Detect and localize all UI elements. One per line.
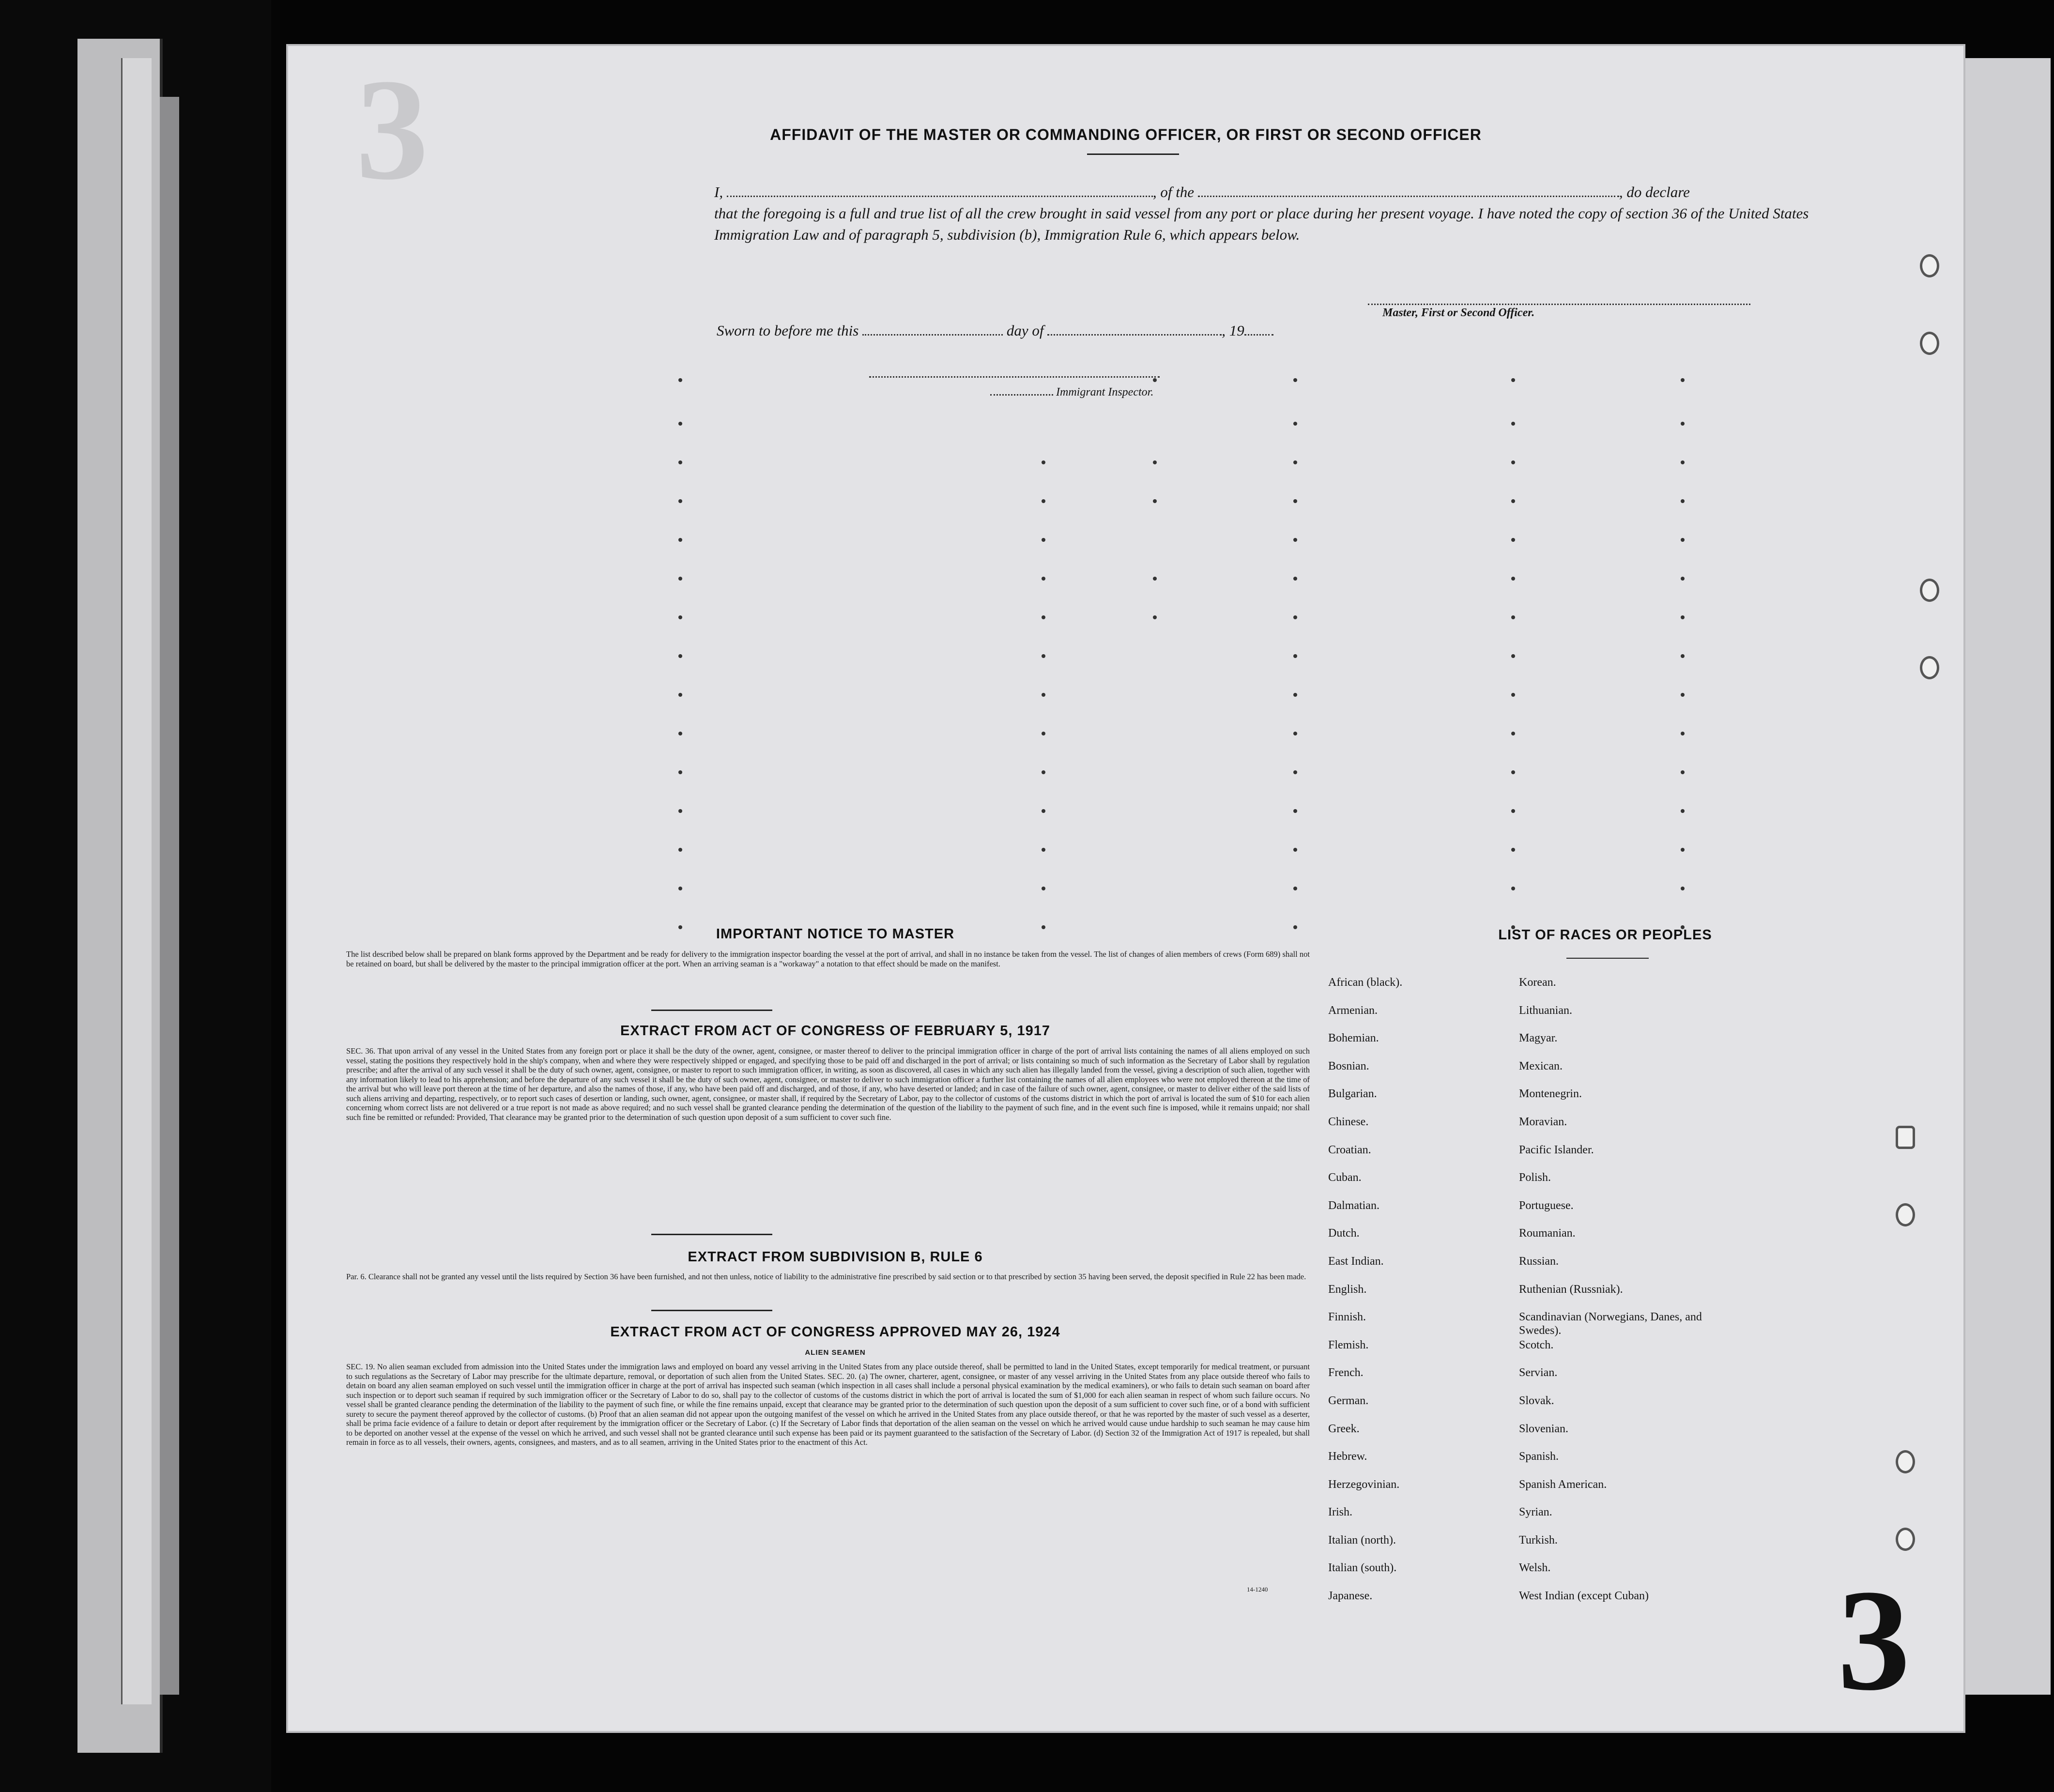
race-item: Italian (north).	[1328, 1533, 1396, 1547]
declarant-prefix: I,	[714, 184, 723, 200]
sworn-prefix: Sworn to before me this	[717, 322, 859, 339]
race-item: Montenegrin.	[1519, 1087, 1582, 1101]
document-page	[288, 46, 1963, 1731]
race-item: West Indian (except Cuban)	[1519, 1590, 1649, 1603]
race-item: Servian.	[1519, 1366, 1558, 1379]
race-item: Spanish.	[1519, 1450, 1559, 1463]
race-item: Syrian.	[1519, 1506, 1552, 1519]
form-code: 14-1240	[1247, 1586, 1268, 1593]
declaration-body: that the foregoing is a full and true list of all the crew brought in said vessel from any port or place during her present voyage. I have noted the copy of section 36 of the United States Immigration Law and of paragraph 5, subdivision (b), Immigration Rule 6, which appears below.	[714, 205, 1809, 243]
extract-1917-title: EXTRACT FROM ACT OF CONGRESS OF FEBRUARY 5, 1917	[620, 1023, 1051, 1039]
notice-text: The list described below shall be prepared on blank forms approved by the Department and be ready for delivery to the immigration inspector boarding the vessel at the port of arrival, and shall in no instance be taken from the vessel. The list of changes of alien members of crews (Form 689) shall not be retained on board, but shall be delivered by the master to the principal immigration officer at the port. When an arriving seaman is a "workaway" a notation to that effect should be made on the manifest.	[346, 950, 1310, 968]
race-item: Croatian.	[1328, 1143, 1371, 1156]
race-item: Russian.	[1519, 1255, 1559, 1268]
race-item: Lithuanian.	[1519, 1004, 1572, 1017]
race-item: Ruthenian (Russniak).	[1519, 1283, 1623, 1296]
divider	[651, 1310, 772, 1311]
race-item: Greek.	[1328, 1422, 1360, 1435]
extract-1924-subtitle: ALIEN SEAMEN	[805, 1348, 866, 1357]
race-item: Bulgarian.	[1328, 1087, 1377, 1101]
race-item: Scandinavian (Norwegians, Danes, and Swedes).	[1519, 1311, 1702, 1337]
affidavit-title: AFFIDAVIT OF THE MASTER OR COMMANDING OFFICER, OR FIRST OR SECOND OFFICER	[770, 126, 1482, 143]
race-item: Irish.	[1328, 1506, 1352, 1519]
race-item: Turkish.	[1519, 1533, 1558, 1547]
race-item: Dalmatian.	[1328, 1199, 1380, 1212]
divider	[651, 1234, 772, 1235]
stacked-page-edge	[121, 58, 152, 1704]
year-prefix: , 19	[1222, 322, 1244, 339]
of-the-text: , of the	[1152, 184, 1195, 200]
race-item: English.	[1328, 1283, 1367, 1296]
race-item: Bohemian.	[1328, 1032, 1379, 1045]
binder-background	[0, 0, 271, 1792]
race-item: Welsh.	[1519, 1562, 1551, 1575]
races-left-column	[1328, 976, 1532, 1617]
stacked-page-edge	[160, 97, 179, 1695]
race-item: Flemish.	[1328, 1338, 1369, 1351]
race-item: Armenian.	[1328, 1004, 1378, 1017]
race-item: Korean.	[1519, 976, 1556, 989]
race-item: East Indian.	[1328, 1255, 1384, 1268]
extract-rule6-title: EXTRACT FROM SUBDIVISION B, RULE 6	[688, 1249, 983, 1265]
race-item: Chinese.	[1328, 1115, 1369, 1128]
extract-1924-text: SEC. 19. No alien seaman excluded from admission into the United States under the immigration laws and employed on board any vessel arriving in the United States from any place outside thereof, shall be permitted to land in the United States, except temporarily for medical treatment, or pursuant to such regulations as the Secretary of Labor may prescribe for the ultimate departure, removal, or deportation of such alien from the United States. SEC. 20. (a) The owner, charterer, agent, consignee, or master of any vessel arriving in the United States from any place outside thereof who fails to detain on board any alien seaman employed on such vessel until the immigration officer in charge at the port of arrival has inspected such seaman (which inspection in all cases shall include a personal physical examination by the medical examiners), or who fails to detain such seaman on board after such inspection or to deport such seaman if required by such immigration officer or the Secretary of Labor to do so, shall pay to the collector of customs of the customs district in which the port of arrival is located the sum of $1,000 for each alien seaman in respect of whom such failure occurs. No vessel shall be granted clearance pending the determination of the liability to the payment of such fine, or while the fine remains unpaid, except that clearance may be granted prior to the determination of such question upon the deposit of a sum sufficient to cover such fine, or of a bond with sufficient surety to secure the payment thereof approved by the collector of customs. (b) Proof that an alien seaman did not appear upon the outgoing manifest of the vessel on which he arrived in the United States from any place outside thereof, or that he was reported by the master of such vessel as a deserter, shall be prima facie evidence of a failure to detain or deport after requirement by the immigration officer or the Secretary of Labor. (c) If the Secretary of Labor finds that deportation of the alien seaman on the vessel on which he arrived would cause undue hardship to such seaman he may cause him to be deported on another vessel at the expense of the vessel on which he arrived, and such vessel shall not be granted clearance until such expense has been paid or its payment guaranteed to the satisfaction of the Secretary of Labor. (d) Section 32 of the Immigration Act of 1917 is repealed, but shall remain in force as to all vessels, their owners, agents, consignees, and masters, and as to all seamen, arriving in the United States prior to the enactment of this Act.	[346, 1362, 1310, 1447]
race-item: Mexican.	[1519, 1059, 1563, 1072]
race-item: Portuguese.	[1519, 1199, 1574, 1212]
master-signature-label: Master, First or Second Officer.	[1382, 306, 1535, 319]
races-right-column	[1519, 976, 1713, 1617]
race-item: Dutch.	[1328, 1227, 1360, 1240]
race-item: Cuban.	[1328, 1171, 1362, 1184]
race-item: Italian (south).	[1328, 1562, 1397, 1575]
race-item: Scotch.	[1519, 1338, 1554, 1351]
extract-1924-title: EXTRACT FROM ACT OF CONGRESS APPROVED MAY 26, 1924	[610, 1324, 1060, 1340]
race-item: Magyar.	[1519, 1032, 1558, 1045]
race-item: Polish.	[1519, 1171, 1551, 1184]
race-item: Hebrew.	[1328, 1450, 1367, 1463]
race-item: Moravian.	[1519, 1115, 1567, 1128]
race-item: Spanish American.	[1519, 1478, 1607, 1491]
day-of-text: day of	[1006, 322, 1044, 339]
races-title: LIST OF RACES OR PEOPLES	[1498, 927, 1712, 943]
bleed-through-number: 3	[356, 49, 429, 210]
race-item: African (black).	[1328, 976, 1403, 989]
race-item: Slovak.	[1519, 1394, 1554, 1407]
races-title-underline	[1566, 958, 1649, 959]
race-item: German.	[1328, 1394, 1369, 1407]
notice-title: IMPORTANT NOTICE TO MASTER	[716, 926, 955, 942]
extract-rule6-text: Par. 6. Clearance shall not be granted any vessel until the lists required by Section 36 have been furnished, and not then unless, notice of liability to the administrative fine prescribed by said section or to that prescribed by section 35 having been served, the deposit specified in Rule 22 has been made.	[346, 1272, 1306, 1281]
inspector-label: Immigrant Inspector.	[1056, 386, 1154, 398]
race-item: Bosnian.	[1328, 1059, 1369, 1072]
extract-1917-text: SEC. 36. That upon arrival of any vessel in the United States from any foreign port or place it shall be the duty of the owner, agent, consignee, or master thereof to deliver to the principal immigration officer in charge of the port of arrival lists containing the names of all aliens employed on such vessel, stating the positions they respectively hold in the ship's company, when and where they were respectively shipped or engaged, and specifying those to be paid off and discharged in the port of arrival; or lists containing so much of such information as the Secretary of Labor shall by regulation prescribe; and after the arrival of any such vessel it shall be the duty of such owner, agent, consignee, or master to report to such immigration officer, in writing, as soon as discovered, all cases in which any such alien has illegally landed from the vessel, giving a description of such alien, together with any information likely to lead to his apprehension; and before the departure of any such vessel it shall be the duty of such owner, agent, consignee, or master to deliver to such immigration officer a further list containing the names of all alien employees who were not employed thereon at the time of the arrival but who will leave port thereon at the time of her departure, and also the names of those, if any, who have been paid off and discharged, and of those, if any, who have deserted or landed; and in case of the failure of such owner, agent, consignee, or master to deliver either of the said lists of such aliens arriving and departing, respectively, or to report such cases of desertion or landing, such owner, agent, consignee, or master shall, if required by the Secretary of Labor, pay to the collector of customs of the customs district in which the port of arrival is located the sum of $10 for each alien concerning whom correct lists are not delivered or a true report is not made as above required; and no such vessel shall be granted clearance pending the determination of the question of the liability to the payment of such fine, and in the event such fine is imposed, while it remains unpaid; nor shall such fine be remitted or refunded: Provided, That clearance may be granted prior to the determination of such question upon deposit of a sum sufficient to cover such fine.	[346, 1046, 1310, 1122]
divider	[651, 1010, 772, 1011]
race-item: Roumanian.	[1519, 1227, 1576, 1240]
race-item: French.	[1328, 1366, 1364, 1379]
race-item: Pacific Islander.	[1519, 1143, 1594, 1156]
race-item: Herzegovinian.	[1328, 1478, 1400, 1491]
do-declare-text: , do declare	[1619, 184, 1690, 200]
race-item: Japanese.	[1328, 1590, 1373, 1603]
race-item: Finnish.	[1328, 1311, 1366, 1324]
race-item: Slovenian.	[1519, 1422, 1568, 1435]
page-number: 3	[1838, 1560, 1910, 1720]
